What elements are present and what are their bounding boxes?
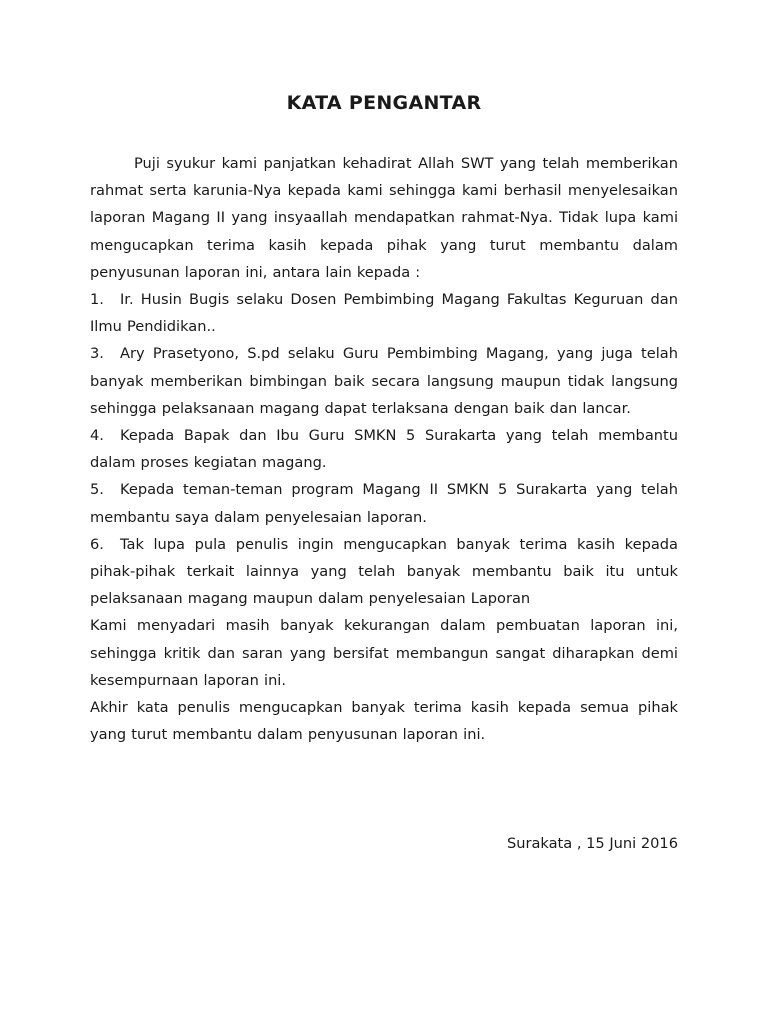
page-title: KATA PENGANTAR [286,92,482,114]
list-item-text: Kepada Bapak dan Ibu Guru SMKN 5 Surakarta yang telah membantu dalam proses kegiatan magang. [90,427,678,472]
closing-paragraph: Kami menyadari masih banyak kekurangan dalam pembuatan laporan ini, sehingga kritik dan saran yang bersifat membangun sangat diharapkan demi kesempurnaan laporan ini. [90,617,678,689]
document-body [90,150,678,748]
list-item-text: Ary Prasetyono, S.pd selaku Guru Pembimbing Magang, yang juga telah banyak memberikan bimbingan baik secara langsung maupun tidak langsung sehingga pelaksanaan magang dapat terlaksana dengan baik dan lancar. [90,345,678,417]
list-item-number: 1. [90,291,104,309]
list-item [90,340,678,422]
final-paragraph: Akhir kata penulis mengucapkan banyak terima kasih kepada semua pihak yang turut membantu dalam penyusunan laporan ini. [90,699,678,744]
list-item-number: 5. [90,481,104,499]
list-item [90,476,678,530]
list-item-text: Ir. Husin Bugis selaku Dosen Pembimbing Magang Fakultas Keguruan dan Ilmu Pendidikan.. [90,291,678,336]
place-date: Surakata , 15 Juni 2016 [506,835,678,852]
list-item [90,286,678,340]
list-item-text: Kepada teman-teman program Magang II SMKN 5 Surakarta yang telah membantu saya dalam penyelesaian laporan. [90,481,678,526]
intro-paragraph: Puji syukur kami panjatkan kehadirat Allah SWT yang telah memberikan rahmat serta karunia-Nya kepada kami sehingga kami berhasil menyelesaikan laporan Magang II yang insyaallah mendapatkan rahmat-Nya. Tidak lupa kami mengucapkan terima kasih kepada pihak yang turut membantu dalam penyusunan laporan ini, antara lain kepada : [90,155,678,281]
list-item-text: Tak lupa pula penulis ingin mengucapkan banyak terima kasih kepada pihak-pihak terkait lainnya yang telah banyak membantu baik itu untuk pelaksanaan magang maupun dalam penyelesaian Laporan [90,535,678,608]
list-item-number: 6. [90,535,104,553]
list-item [90,531,678,613]
list-item-number: 3. [90,345,104,363]
list-item [90,422,678,476]
list-item-number: 4. [90,427,104,445]
